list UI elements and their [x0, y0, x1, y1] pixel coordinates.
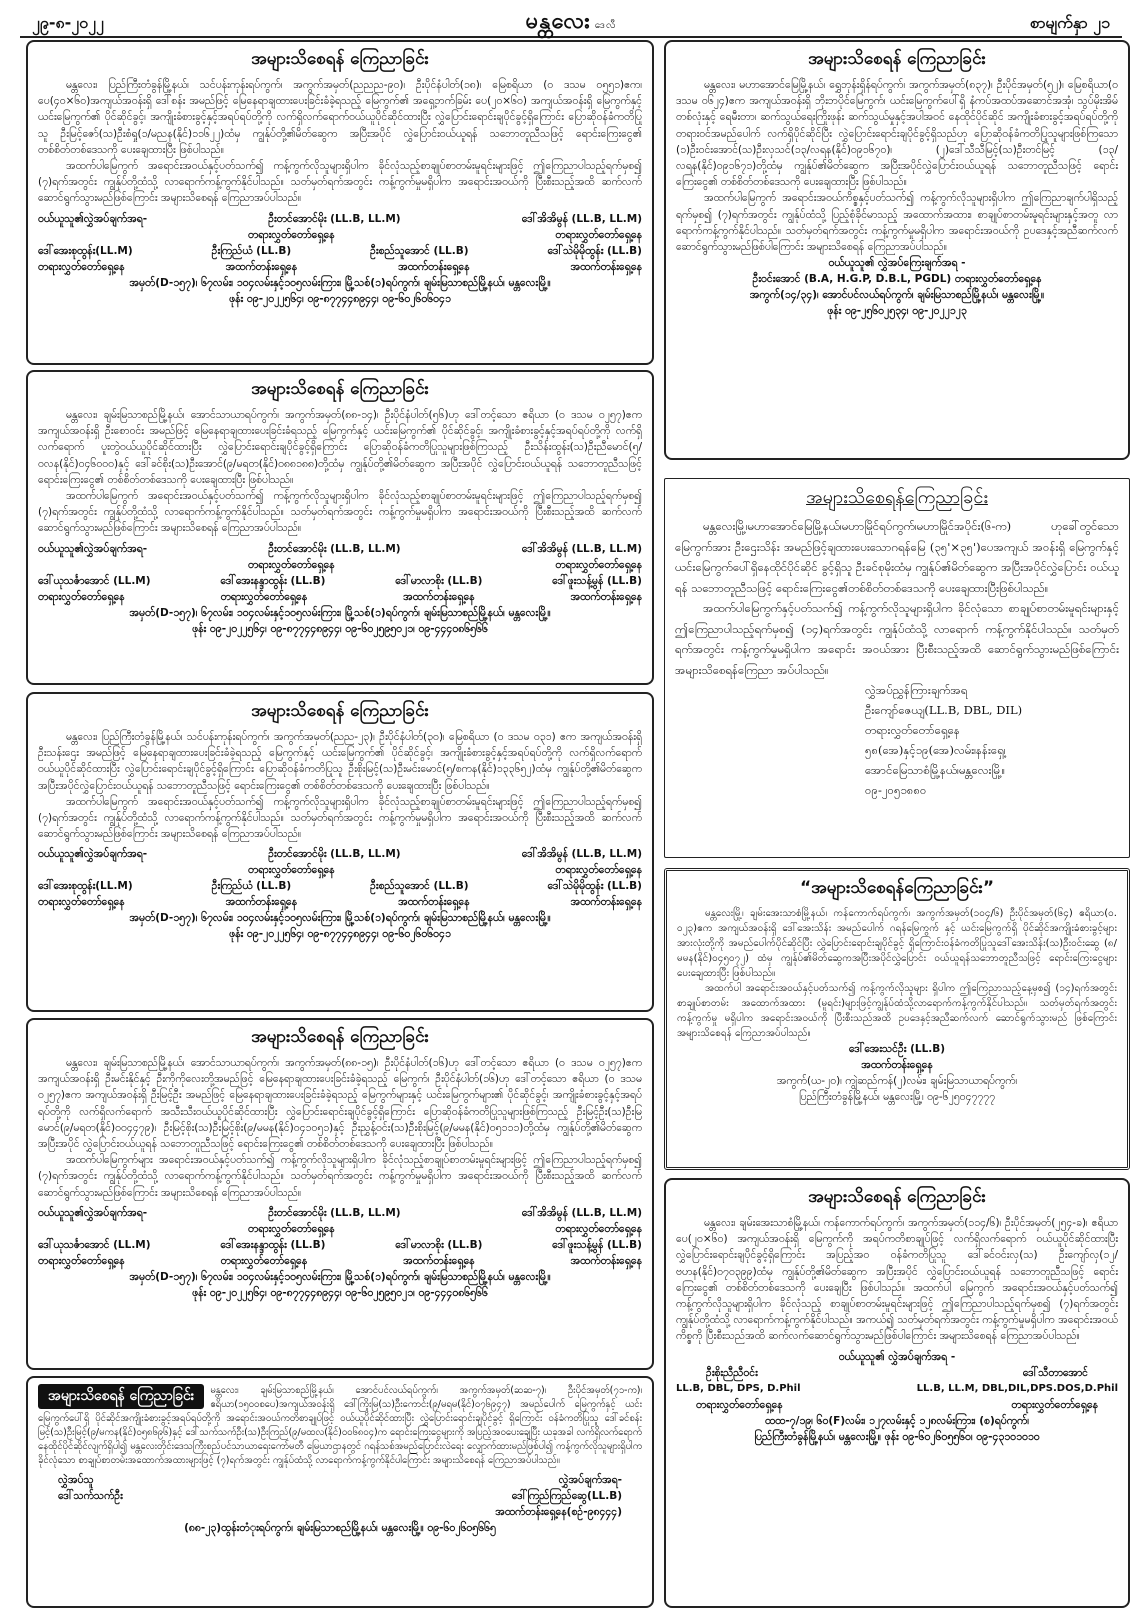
lawyer-titles: တရားလွှတ်တော်ရှေ့နေ တရားလွှတ်တော်ရှေ့နေ: [696, 1398, 1098, 1411]
signature-row: ဝယ်ယူသူ၏လွှဲအပ်ချက်အရ- ဦးတင်အောင်မိုး (LL.B, LL.M) ဒေါ်အိအိမွန် (LL.B, LL.M): [38, 1206, 642, 1219]
notice-paragraph: မန္တလေး၊ ချမ်းအေးသာစံမြို့နယ်၊ ကန်ကောက်ရပ်ကွက်၊ အကွက်အမှတ်(၁၁၄/၆)၊ ဦးပိုင်အမှတ်(၂၅၄-ခ)၊ ဧရိယာ ပေ(၂၀×၆၀) အကျယ်အဝန်းရှိ မြေကွက်ကို အရပ်ကတိစာချုပ်ဖြင့် လက်ရှိလက်ရောက် ဝယ်ယူပိုင်ဆိုင်ထားပြီး လွှဲပြောင်းရောင်းချပိုင်ခွင့်ရှိကြောင်း အပြည့်အဝ ဝန်ခံကတိပြုသူ ဒေါ်ခင်ဝင်းလှ(သ) ဦးကျော်လှ(၁၂/ဗဟန(နိုင်)၀၇၀၃၉၉)ထံမှ ကျွန်ုပ်တို့၏မိတ်ဆွေက အပြီးအပိုင် လွှဲပြောင်းဝယ်ယူရန် သဘောတူညီသဖြင့် ရောင်းကြေးငွေ၏ တစ်စိတ်တစ်ဒေသကို ပေးချေပြီး ဖြစ်ပါသည်။ အထက်ပါ မြေကွက် အရောင်းအဝယ်နှင့်ပတ်သက်၍ ကန့်ကွက်လိုသူများရှိပါက ခိုင်လုံသည့် စာချုပ်စာတမ်းမူရင်းများဖြင့် ဤကြေညာပါသည့်ရက်မှစ၍ (၇)ရက်အတွင်း ကျွန်ုပ်တို့ထံသို့ လာရောက်ကန့်ကွက်နိုင်ပါသည်။ အကယ်၍ သတ်မှတ်ရက်အတွင်း ကန့်ကွက်မှုမရှိပါက အရောင်းအဝယ်ကိစ္စကို ပြီးစီးသည်အထိ ဆက်လက်ဆောင်ရွက်သွားမည်ဖြစ်ပါကြောင်း အများသိစေရန် ကြေညာအပ်ပါသည်။: [676, 1217, 1118, 1343]
notice-paragraph: အထက်ပါမြေကွက်များ အရောင်းအဝယ်နှင့်ပတ်သက်၍ ကန့်ကွက်လိုသူများရှိပါက ခိုင်လုံသည့်စာချုပ်စာတမ်းမူရင်းများဖြင့် ဤကြေညာပါသည့်ရက်မှစ၍ (၇)ရက်အတွင်း ကျွန်ုပ်တို့ထံသို့ လာရောက်ကန့်ကွက်နိုင်ပါသည်။ သတ်မှတ်ရက်အတွင်း ကန့်ကွက်မှုမရှိပါက အရောင်းအဝယ်ကို ပြီးစီးသည့်အထိ ဆက်လက်ဆောင်ရွက်သွားမည်ဖြစ်ကြောင်း အများသိစေရန် ကြေညာအပ်ပါသည်။: [38, 1154, 642, 1199]
notice-title: “အများသိစေရန်ကြေညာခြင်း”: [799, 878, 995, 898]
notice-box-2: အများသိစေရန် ကြေညာခြင်း မန္တလေး၊ ချမ်းမြသာစည်မြို့နယ်၊ အောင်သာယာရပ်ကွက်၊ အကွက်အမှတ်(၈၈-၁၄)၊ ဦးပိုင်နံပါတ်(၅၆)ဟု ဒေါ်တင့်သော ဧရိယာ (၀ ဒသမ ၀၂၅၇)ဧက အကျယ်အဝန်းရှိ ဦးစောဝင်း အမည်ဖြင့် မြေနေရာချထားပေးခြင်းခံရသည့် မြေကွက်နှင့် ယင်းမြေကွက်၏ ပိုင်ဆိုင်ခွင့်၊ အကျိုးခံစားခွင့်နှင့်အရပ်ရပ်တို့ကို လက်ရှိလက်ရောက် ပူးတွဲဝယ်ယူပိုင်ဆိုင်ထားပြီး လွှဲပြောင်းရောင်းချပိုင်ခွင့်ရှိကြောင်း ပြောဆိုဝန်ခံကတိပြုသူများဖြစ်ကြသည့် ဦးသိန်းထွန်း(သ)ဦးညီမောင်(၅/ဝလန(နိုင်)၀၄၆၀၀၀)နှင့် ဒေါ်ခင်စိုး(သ)ဦးအောင်(၉/မရတ(နိုင်)၀၈၈၁၈၈)တို့ထံမှ ကျွန်ုပ်တို့၏မိတ်ဆွေက အပြီးအပိုင် လွှဲပြောင်းဝယ်ယူရန် သဘောတူညီသဖြင့် ရောင်းကြေးငွေ၏ တစ်စိတ်တစ်ဒေသကို ပေးချေထားပြီး ဖြစ်ပါသည်။ အထက်ပါမြေကွက် အရောင်းအဝယ်နှင့်ပတ်သက်၍ ကန့်ကွက်လိုသူများရှိပါက ခိုင်လုံသည့်စာချုပ်စာတမ်းမူရင်းများဖြင့် ဤကြေညာပါသည့်ရက်မှစ၍ (၇)ရက်အတွင်း ကျွန်ုပ်တို့ထံသို့ လာရောက်ကန့်ကွက်နိုင်ပါသည်။ သတ်မှတ်ရက်အတွင်း ကန့်ကွက်မှုမရှိပါက အရောင်းအဝယ်ကို ပြီးစီးသည့်အထိ ဆက်လက်ဆောင်ရွက်သွားမည်ဖြစ်ကြောင်း အများသိစေရန် ကြေညာအပ်ပါသည်။ ဝယ်ယူသူ၏လွှဲအပ်ချက်အရ- ဦးတင်အောင်မိုး (LL.B, LL.M) ဒေါ်အိအိမွန် (LL.B, LL.M) တရားလွှတ်တော်ရှေ့နေ တရားလွှတ်တော်ရှေ့နေ ဒေါ်ယုသင်္ဇာအောင် (LL.M) ဒေါ်အေးနန္ဒာထွန်း (LL.B) ဒေါ်မာလာစိုး (LL.B) ဒေါ်ဖူးသန့်မွန် (LL.B) တရားလွှတ်တော်ရှေ့နေ တရားလွှတ်တော်ရှေ့နေ အထက်တန်းရှေ့နေ အထက်တန်းရှေ့နေ အမှတ်(D-၁၅၇)၊ ၆၇လမ်း၊ ၁၀၄လမ်းနှင့်၁၀၅လမ်းကြား၊ မြို့သစ်(၁)ရပ်ကွက်၊ ချမ်းမြသာစည်မြို့နယ်၊ မန္တလေးမြို့။ ဖုန်း ၀၉-၂၀၂၂၅၆၄၊ ၀၉-၈၇၇၄၄၈၉၄၄၊ ၀၉-၆၀၂၅၉၅၀၂၁၊ ၀၉-၄၄၄၀၈၆၅၆၆: [26, 370, 654, 685]
notice-box-small: အများသိစေရန် ကြေညာခြင်း မန္တလေး၊ ချမ်းမြသာစည်မြို့နယ်၊ အောင်ပင်လယ်ရပ်ကွက်၊ အကွက်အမှတ်(ဆဆ-၇)၊ ဦးပိုင်အမှတ်(၇၁-က)၊ ဧရိယာ(၁၅၀၀စပေ)အကျယ်အဝန်းရှိ ဒေါ်ကြိုးမြ(သ)ဦးကောင်း(၉/မရမ(နိုင်)၀၇၆၉၄၇) အမည်ပေါက် မြေကွက်နှင့် ယင်းမြေကွက်ပေါ်ရှိ ပိုင်ဆိုင်အကျိုးခံစားခွင့်အရပ်ရပ်တို့ကို အရောင်းအဝယ်ကတိစာချုပ်ဖြင့် ဝယ်ယူပိုင်ဆိုင်ထားပြီး လွှဲပြောင်းရောင်းချပိုင်ခွင့် ရှိကြောင်း ဝန်ခံကတိပြုသူ ဒေါ်ခင်စန်းမြင့်(သ)ဦးမြင့်(၉/မကန(နိုင်)၀၅၈၆၉၆)နှင့် ဒေါ်သက်သက်ဦး(သ)ဦးကြည်(၉/မထလ(နိုင်)၀၀၆၈၀၄)က ရောင်းကြေးငွေများကို အပြည့်အဝပေးချေပြီး ယခုအခါ လက်ရှိလက်ရောက် နေထိုင်ပိုင်ဆိုင်လျက်ရှိပါ၍ မန္တလေးတိုင်းဒေသကြီးစည်ပင်သာယာရေးကော်မတီ မြေယာဌာနတွင် ဂရန်သစ်အမည်ပြောင်းလဲရေး လျှောက်ထားမည်ဖြစ်ပါ၍ ကန့်ကွက်လိုသူများရှိပါက ခိုင်လုံသော စာချုပ်စာတမ်းအထောက်အထားများဖြင့် (၇)ရက်အတွင်း ကျွန်ုပ်ထံသို့ လာရောက်ကန့်ကွက်နိုင်ပါကြောင်း အများသိစေရန် ကြေညာအပ်ပါသည်။ လွှဲအပ်သူ လွှဲအပ်ချက်အရ- ဒေါ်သက်သက်ဦး ဒေါ်ကြည်ကြည်ဆွေ(LL.B) အထက်တန်းရှေ့နေ(စဉ်-၉၈၄၄၄) (၈၈-၂၃)ထွန်းတံုးရပ်ကွက်၊ ချမ်းမြသာစည်မြို့နယ်၊ မန္တလေးမြို့။ ၀၉-၆၀၂၆၀၅၆၆၅: [26, 1376, 654, 1608]
lawyer-titles: တရားလွှတ်တော်ရှေ့နေ အထက်တန်းရှေ့နေ အထက်တန်းရှေ့နေ အထက်တန်းရှေ့နေ: [38, 260, 642, 273]
lawyer-name: ဒေါ်အေးသင်ဦး (LL.B): [848, 1043, 946, 1055]
notice-paragraph: အထက်ပါမြေကွက်နှင့်ပတ်သက်၍ ကန့်ကွက်လိုသူများရှိပါက ခိုင်လုံသော စာချုပ်စာတမ်းမူရင်းများနှင့်ဤကြေညာပါသည့်ရက်မှစ၍ (၁၄)ရက်အတွင်း ကျွန်ုပ်ထံသို့ လာရောက် ကန့်ကွက်နိုင်ပါသည်။ သတ်မှတ်ရက်အတွင်း ကန့်ကွက်မှုမရှိပါက အရောင်း အဝယ်အား ပြီးစီးသည့်အထိ ဆောင်ရွက်သွားမည်ဖြစ်ကြောင်း အများသိစေရန်ကြေညာ အပ်ပါသည်။: [675, 601, 1119, 677]
notice-title: အများသိစေရန် ကြေညာခြင်း: [251, 379, 429, 399]
issue-date: ၂၉-၈-၂၀၂၂: [32, 13, 104, 32]
notice-paragraph: အထက်ပါမြေကွက် အရောင်းအဝယ်နှင့်ပတ်သက်၍ ကန့်ကွက်လိုသူများရှိပါက ခိုင်လုံသည့်စာချုပ်စာတမ်းမူရင်းများဖြင့် ဤကြေညာပါသည့်ရက်မှစ၍ (၇)ရက်အတွင်း ကျွန်ုပ်တို့ထံသို့ လာရောက်ကန့်ကွက်နိုင်ပါသည်။ သတ်မှတ်ရက်အတွင်း ကန့်ကွက်မှုမရှိပါက အရောင်းအဝယ်ကို ပြီးစီးသည့်အထိ ဆက်လက်ဆောင်ရွက်သွားမည်ဖြစ်ကြောင်း အများသိစေရန် ကြေညာအပ်ပါသည်။: [38, 160, 642, 205]
notice-title: အများသိစေရန် ကြေညာခြင်း: [808, 49, 986, 69]
signature-row: ဝယ်ယူသူ၏လွှဲအပ်ချက်အရ- ဦးတင်အောင်မိုး (LL.B, LL.M) ဒေါ်အိအိမွန် (LL.B, LL.M): [38, 542, 642, 555]
notice-title: အများသိစေရန်ကြေညာခြင်း: [806, 487, 988, 508]
page-number: စာမျက်နှာ ၂၁: [1029, 13, 1110, 32]
signature-block: လွှဲအပ်ညွှန်ကြားချက်အရ ဦးကျော်ဇေယျ(LL.B, DBL, DIL) တရားလွှတ်တော်ရှေ့နေ ၅၈(အေ)နှင့်၁၉(အေ)လမ်း၊နန်းရှေ့၊ အောင်မြေသာစံမြို့နယ်၊မန္တလေးမြို့။ ၀၉-၂၀၅၁၈၈၀: [865, 683, 1023, 797]
notice-box-right-2: [664, 478, 1130, 858]
signature-label: ဝယ်ယူသူ၏ လွှဲအပ်ချက်အရ -: [838, 1350, 956, 1363]
notice-paragraph: မန္တလေးမြို့၊ ချမ်းအေးသာစံမြို့နယ်၊ ကန်ကောက်ရပ်ကွက်၊ အကွက်အမှတ်(၁၀၄/၆) ဦးပိုင်အမှတ်(၆၄) ဧရိယာ(၀. ၀၂၃)ဧက အကျယ်အဝန်းရှိ ဒေါ်အေးသိန်း အမည်ပေါက် ဂရန်မြေကွက် နှင့် ယင်းမြေကွက်ရှိ ပိုင်ဆိုင်အကျိုးခံစားခွင့်များ အားလုံးတို့ကို အမည်ပေါက်ပိုင်ဆိုင်ပြီး လွှဲပြောင်းရောင်းချပိုင်ခွင့် ရှိကြောင်းဝန်ခံကတိပြုသူဒေါ်အေးသိန်း(သ)ဦးဝင်းဆွေ (၈/မမန(နိုင်)၀၄၅၀၇၂) ထံမှ ကျွန်ုပ်၏မိတ်ဆွေကအပြီးအပိုင်လွှဲပြောင်း ဝယ်ယူရန်သဘောတူညီသဖြင့် ရောင်းကြေးငွေများ ပေးချေထားပြီး ဖြစ်ပါသည်။: [677, 908, 1117, 979]
notice-box-right-1: [664, 40, 1130, 460]
notice-paragraph: အထက်ပါမြေကွက် အရောင်းအဝယ်ကိစ္စနှင့်ပတ်သက်၍ ကန့်ကွက်လိုသူများရှိပါက ဤကြေညာချက်ပါရှိသည့်ရက်မှစ၍ (၇)ရက်အတွင်း ကျွန်ုပ်ထံသို့ ပြည့်စုံခိုင်မာသည့် အထောက်အထား၊ စာချုပ်စာတမ်းမူရင်းများနှင့်အတူ လာရောက်ကန့်ကွက်နိုင်ပါသည်။ သတ်မှတ်ရက်အတွင်း ကန့်ကွက်မှုမရှိပါက အရောင်းအဝယ်ကို ဥပဒေနှင့်အညီဆက်လက်ဆောင်ရွက်သွားမည်ဖြစ်ပါကြောင်း အများသိစေရန် ကြေညာအပ်ပါသည်။: [676, 192, 1118, 254]
phone: ဖုန်း ၀၉-၂၀၂၂၅၆၄၊ ၀၉-၈၇၇၄၄၈၉၄၄၊ ၀၉-၆၀၂၆၀၆၀၄၁: [229, 292, 451, 305]
notice-paragraph: မန္တလေး၊ ချမ်းမြသာစည်မြို့နယ်၊ အောင်သာယာရပ်ကွက်၊ အကွက်အမှတ်(၈၈-၁၄)၊ ဦးပိုင်နံပါတ်(၅၆)ဟု ဒေါ်တင့်သော ဧရိယာ (၀ ဒသမ ၀၂၅၇)ဧက အကျယ်အဝန်းရှိ ဦးစောဝင်း အမည်ဖြင့် မြေနေရာချထားပေးခြင်းခံရသည့် မြေကွက်နှင့် ယင်းမြေကွက်၏ ပိုင်ဆိုင်ခွင့်၊ အကျိုးခံစားခွင့်နှင့်အရပ်ရပ်တို့ကို လက်ရှိလက်ရောက် ပူးတွဲဝယ်ယူပိုင်ဆိုင်ထားပြီး လွှဲပြောင်းရောင်းချပိုင်ခွင့်ရှိကြောင်း ပြောဆိုဝန်ခံကတိပြုသူများဖြစ်ကြသည့် ဦးသိန်းထွန်း(သ)ဦးညီမောင်(၅/ဝလန(နိုင်)၀၄၆၀၀၀)နှင့် ဒေါ်ခင်စိုး(သ)ဦးအောင်(၉/မရတ(နိုင်)၀၈၈၁၈၈)တို့ထံမှ ကျွန်ုပ်တို့၏မိတ်ဆွေက အပြီးအပိုင် လွှဲပြောင်းဝယ်ယူရန် သဘောတူညီသဖြင့် ရောင်းကြေးငွေ၏ တစ်စိတ်တစ်ဒေသကို ပေးချေထားပြီး ဖြစ်ပါသည်။: [38, 409, 642, 486]
notice-box-1: အများသိစေရန် ကြေညာခြင်း မန္တလေး၊ ပြည်ကြီးတံခွန်မြို့နယ်၊ သင်ပန်းကုန်းရပ်ကွက်၊ အကွက်အမှတ်(ညညည-၉၀)၊ ဦးပိုင်နံပါတ်(၁၈)၊ မြေစရိယာ (၀ ဒသမ ၀၅၅၁)ဧက၊ ပေ(၄၀×၆၀)အကျယ်အဝန်းရှိ ဒေါ်စန်း အမည်ဖြင့် မြေနေရာချထားပေးခြင်းခံခဲ့ရသည့် မြေကွက်၏ အရှေ့ဘက်ခြမ်း ပေ(၂၀×၆၀) အကျယ်အဝန်းရှိ မြေကွက်နှင့် ယင်းမြေကွက်၏ ပိုင်ဆိုင်ခွင့်၊ အကျိုးခံစားခွင့်နှင့်အရပ်ရပ်တို့ကို လက်ရှိလက်ရောက်ဝယ်ယူပိုင်ဆိုင်ထားပြီး လွှဲပြောင်းရောင်းချပိုင်ခွင့်ရှိကြောင်း ပြောဆိုဝန်ခံကတိပြုသူ ဦးမြင့်ဇော်(သ)ဦးစံရှု(၁/မညန(နိုင်)၁၁၆၂၂)ထံမှ ကျွန်ုပ်တို့၏မိတ်ဆွေက အပြီးအပိုင် လွှဲပြောင်းဝယ်ယူရန် သဘောတူညီသဖြင့် ရောင်းကြေးငွေ၏ တစ်စိတ်တစ်ဒေသကို ပေးချေထားပြီး ဖြစ်ပါသည်။ အထက်ပါမြေကွက် အရောင်းအဝယ်နှင့်ပတ်သက်၍ ကန့်ကွက်လိုသူများရှိပါက ခိုင်လုံသည့်စာချုပ်စာတမ်းမူရင်းများဖြင့် ဤကြေညာပါသည့်ရက်မှစ၍ (၇)ရက်အတွင်း ကျွန်ုပ်တို့ထံသို့ လာရောက်ကန့်ကွက်နိုင်ပါသည်။ သတ်မှတ်ရက်အတွင်း ကန့်ကွက်မှုမရှိပါက အရောင်းအဝယ်ကို ပြီးစီးသည့်အထိ ဆက်လက်ဆောင်ရွက်သွားမည်ဖြစ်ကြောင်း အများသိစေရန် ကြေညာအပ်ပါသည်။ ဝယ်ယူသူ၏လွှဲအပ်ချက်အရ- ဦးတင်အောင်မိုး (LL.B, LL.M) ဒေါ်အိအိမွန် (LL.B, LL.M) တရားလွှတ်တော်ရှေ့နေ တရားလွှတ်တော်ရှေ့နေ ဒေါ်အေးစုထွန်း(LL.M) ဦးကြည်ယံ (LL.B) ဦးစည်သူအောင် (LL.B) ဒေါ်သဲမိုမိုထွန်း (LL.B) တရားလွှတ်တော်ရှေ့နေ အထက်တန်းရှေ့နေ အထက်တန်းရှေ့နေ အထက်တန်းရှေ့နေ အမှတ်(D-၁၅၇)၊ ၆၇လမ်း၊ ၁၀၄လမ်းနှင့်၁၀၅လမ်းကြား၊ မြို့သစ်(၁)ရပ်ကွက်၊ ချမ်းမြသာစည်မြို့နယ်၊ မန္တလေးမြို့။ ဖုန်း ၀၉-၂၀၂၂၅၆၄၊ ၀၉-၈၇၇၄၄၈၉၄၄၊ ၀၉-၆၀၂၆၀၆၀၄၁: [26, 40, 654, 365]
notice-title: အများသိစေရန် ကြေညာခြင်း: [251, 49, 429, 69]
address: (၈၈-၂၃)ထွန်းတံုးရပ်ကွက်၊ ချမ်းမြသာစည်မြို့နယ်၊ မန္တလေးမြို့။ ၀၉-၆၀၂၆၀၅၆၆၅: [184, 1522, 496, 1534]
page-header: [20, 6, 1122, 38]
notice-title: အများသိစေရန် ကြေညာခြင်း: [251, 701, 429, 721]
address: အကွက်(ယ-၂၀)၊ ကျွဲဆည်ကန်(၂)လမ်း၊ ချမ်းမြသာယာရပ်ကွက်၊: [776, 1075, 1018, 1087]
notice-paragraph: အထက်ပါမြေကွက် အရောင်းအဝယ်နှင့်ပတ်သက်၍ ကန့်ကွက်လိုသူများရှိပါက ခိုင်လုံသည့်စာချုပ်စာတမ်းမူရင်းများဖြင့် ဤကြေညာပါသည့်ရက်မှစ၍ (၇)ရက်အတွင်း ကျွန်ုပ်တို့ထံသို့ လာရောက်ကန့်ကွက်နိုင်ပါသည်။ သတ်မှတ်ရက်အတွင်း ကန့်ကွက်မှုမရှိပါက အရောင်းအဝယ်ကို ပြီးစီးသည့်အထိ ဆက်လက်ဆောင်ရွက်သွားမည်ဖြစ်ကြောင်း အများသိစေရန် ကြေညာအပ်ပါသည်။: [38, 795, 642, 841]
notice-paragraph: အထက်ပါမြေကွက် အရောင်းအဝယ်နှင့်ပတ်သက်၍ ကန့်ကွက်လိုသူများရှိပါက ခိုင်လုံသည့်စာချုပ်စာတမ်းမူရင်းများဖြင့် ဤကြေညာပါသည့်ရက်မှစ၍ (၇)ရက်အတွင်း ကျွန်ုပ်တို့ထံသို့ လာရောက်ကန့်ကွက်နိုင်ပါသည်။ သတ်မှတ်ရက်အတွင်း ကန့်ကွက်မှုမရှိပါက အရောင်းအဝယ်ကို ပြီးစီးသည့်အထိ ဆက်လက်ဆောင်ရွက်သွားမည်ဖြစ်ကြောင်း အများသိစေရန် ကြေညာအပ်ပါသည်။: [38, 490, 642, 535]
lawyer-names: ဒေါ်အေးစုထွန်း(LL.M) ဦးကြည်ယံ (LL.B) ဦးစည်သူအောင် (LL.B) ဒေါ်သဲမိုမိုထွန်း (LL.B): [38, 880, 642, 893]
address: ထထ-၇/၁၉၊ ၆၀(F)လမ်း၊ ၁၂၇လမ်းနှင့် ၁၂၈လမ်းကြား၊ (စ)ရပ်ကွက်၊: [765, 1414, 1029, 1427]
notice-paragraph: မန္တလေး၊ ချမ်းမြသာစည်မြို့နယ်၊ အောင်ပင်လယ်ရပ်ကွက်၊ အကွက်အမှတ်(ဆဆ-၇)၊ ဦးပိုင်အမှတ်(၇၁-က)၊ ဧရိယာ(၁၅၀၀စပေ)အကျယ်အဝန်းရှိ ဒေါ်ကြိုးမြ(သ)ဦးကောင်း(၉/မရမ(နိုင်)၀၇၆၉၄၇) အမည်ပေါက် မြေကွက်နှင့် ယင်းမြေကွက်ပေါ်ရှိ ပိုင်ဆိုင်အကျိုးခံစားခွင့်အရပ်ရပ်တို့ကို အရောင်းအဝယ်ကတိစာချုပ်ဖြင့် ဝယ်ယူပိုင်ဆိုင်ထားပြီး လွှဲပြောင်းရောင်းချပိုင်ခွင့် ရှိကြောင်း ဝန်ခံကတိပြုသူ ဒေါ်ခင်စန်းမြင့်(သ)ဦးမြင့်(၉/မကန(နိုင်)၀၅၈၆၉၆)နှင့် ဒေါ်သက်သက်ဦး(သ)ဦးကြည်(၉/မထလ(နိုင်)၀၀၆၈၀၄)က ရောင်းကြေးငွေများကို အပြည့်အဝပေးချေပြီး ယခုအခါ လက်ရှိလက်ရောက် နေထိုင်ပိုင်ဆိုင်လျက်ရှိပါ၍ မန္တလေးတိုင်းဒေသကြီးစည်ပင်သာယာရေးကော်မတီ မြေယာဌာနတွင် ဂရန်သစ်အမည်ပြောင်းလဲရေး လျှောက်ထားမည်ဖြစ်ပါ၍ ကန့်ကွက်လိုသူများရှိပါက ခိုင်လုံသော စာချုပ်စာတမ်းအထောက်အထားများဖြင့် (၇)ရက်အတွင်း ကျွန်ုပ်ထံသို့ လာရောက်ကန့်ကွက်နိုင်ပါကြောင်း အများသိစေရန် ကြေညာအပ်ပါသည်။: [38, 1385, 642, 1466]
notice-paragraph: မန္တလေးမြို့၊မဟာအောင်မြေမြို့နယ်၊မဟာမြိုင်ရပ်ကွက်၊မဟာမြိုင်အပိုင်း(၆-က) ဟုခေါ်တွင်သောမြေကွက်အား ဦးဌေးသိန်း အမည်ဖြင့်ချထားပေးသောဂရန်မြေ (၃၅'×၃၅')ပေအကျယ် အဝန်းရှိ မြေကွက်နှင့်ယင်းမြေကွက်ပေါ်ရှိနေထိုင်ပိုင်ဆိုင် ခွင့်ရှိသူ ဦးခင်စုမိုးထံမှ ကျွန်ုပ်၏မိတ်ဆွေက အပြီးအပိုင်လွှဲပြောင်း ဝယ်ယူရန် သဘောတူညီသဖြင့် ရောင်းကြေးငွေ၏တစ်စိတ်တစ်ဒေသကို ပေးချေထားပြီးဖြစ်ပါသည်။: [675, 519, 1119, 595]
lawyer-names: ဒေါ်ယုသင်္ဇာအောင် (LL.M) ဒေါ်အေးနန္ဒာထွန်း (LL.B) ဒေါ်မာလာစိုး (LL.B) ဒေါ်ဖူးသန့်မွန် (LL.B): [38, 1238, 642, 1251]
lawyer-titles: တရားလွှတ်တော်ရှေ့နေ အထက်တန်းရှေ့နေ အထက်တန်းရှေ့နေ အထက်တန်းရှေ့နေ: [38, 896, 642, 909]
notice-box-4: အများသိစေရန် ကြေညာခြင်း မန္တလေး၊ ချမ်းမြသာစည်မြို့နယ်၊ အောင်သာယာရပ်ကွက်၊ အကွက်အမှတ်(၈၈-၁၅)၊ ဦးပိုင်နံပါတ်(၁၆)ဟု ဒေါ်တင့်သော ဧရိယာ (၀ ဒသမ ၀၂၅၇)ဧက အကျယ်အဝန်းရှိ ဦးမင်းနိုင်နှင့် ဦးကိုကိုလေးတို့အမည်ဖြင့် မြေနေရာချထားပေးခြင်းခံခဲ့ရသည့် မြေကွက်၊ ဦးပိုင်နံပါတ်(၁၆)ဟု ဒေါ်တင့်သော ဧရိယာ (၀ ဒသမ ၀၂၅၇)ဧက အကျယ်အဝန်းရှိ ဦးမြင့်ဦး အမည်ဖြင့် မြေနေရာချထားပေးခြင်းခံခဲ့ရသည့် မြေကွက်များနှင့် ယင်းမြေကွက်များ၏ ပိုင်ဆိုင်ခွင့်၊ အကျိုးခံစားခွင့်နှင့်အရပ်ရပ်တို့ကို လက်ရှိလက်ရောက် အသီးသီးဝယ်ယူပိုင်ဆိုင်ထားပြီး လွှဲပြောင်းရောင်းချပိုင်ခွင့်ရှိကြောင်း ပြောဆိုဝန်ခံကတိပြုသူများဖြစ်ကြသည့် ဦးမြင့်ဦး(သ)ဦးမြမောင်(၉/မရတ(နိုင်)၀၀၄၄၇၉)၊ ဦးမြင့်စိုး(သ)ဦးမြင့်စိုး(၉/မမန(နိုင်)၀၄၁၀၅၁)နှင့် ဦးညွှန့်ဝင်း(သ)ဦးစိုးမြင့်(၉/မမန(နိုင်)၀၅၁၁၁)တို့ထံမှ ကျွန်ုပ်တို့၏မိတ်ဆွေက အပြီးအပိုင် လွှဲပြောင်းဝယ်ယူရန် သဘောတူညီသဖြင့် ရောင်းကြေးငွေ၏ တစ်စိတ်တစ်ဒေသကို ပေးချေထားပြီး ဖြစ်ပါသည်။ အထက်ပါမြေကွက်များ အရောင်းအဝယ်နှင့်ပတ်သက်၍ ကန့်ကွက်လိုသူများရှိပါက ခိုင်လုံသည့်စာချုပ်စာတမ်းမူရင်းများဖြင့် ဤကြေညာပါသည့်ရက်မှစ၍ (၇)ရက်အတွင်း ကျွန်ုပ်တို့ထံသို့ လာရောက်ကန့်ကွက်နိုင်ပါသည်။ သတ်မှတ်ရက်အတွင်း ကန့်ကွက်မှုမရှိပါက အရောင်းအဝယ်ကို ပြီးစီးသည့်အထိ ဆက်လက်ဆောင်ရွက်သွားမည်ဖြစ်ကြောင်း အများသိစေရန် ကြေညာအပ်ပါသည်။ ဝယ်ယူသူ၏လွှဲအပ်ချက်အရ- ဦးတင်အောင်မိုး (LL.B, LL.M) ဒေါ်အိအိမွန် (LL.B, LL.M) တရားလွှတ်တော်ရှေ့နေ တရားလွှတ်တော်ရှေ့နေ ဒေါ်ယုသင်္ဇာအောင် (LL.M) ဒေါ်အေးနန္ဒာထွန်း (LL.B) ဒေါ်မာလာစိုး (LL.B) ဒေါ်ဖူးသန့်မွန် (LL.B) တရားလွှတ်တော်ရှေ့နေ တရားလွှတ်တော်ရှေ့နေ အထက်တန်းရှေ့နေ အထက်တန်းရှေ့နေ အမှတ်(D-၁၅၇)၊ ၆၇လမ်း၊ ၁၀၄လမ်းနှင့်၁၀၅လမ်းကြား၊ မြို့သစ်(၁)ရပ်ကွက်၊ ချမ်းမြသာစည်မြို့နယ်၊ မန္တလေးမြို့။ ဖုန်း ၀၉-၂၀၂၂၅၆၄၊ ၀၉-၈၇၇၄၄၈၉၄၄၊ ၀၉-၆၀၂၅၉၅၀၂၁၊ ၀၉-၄၄၄၀၈၆၅၆၆: [26, 1018, 654, 1370]
notice-title: အများသိစေရန် ကြေညာခြင်း: [251, 1027, 429, 1047]
lawyer-names: ဒေါ်ယုသင်္ဇာအောင် (LL.M) ဒေါ်အေးနန္ဒာထွန်း (LL.B) ဒေါ်မာလာစိုး (LL.B) ဒေါ်ဖူးသန့်မွန် (LL.B): [38, 574, 642, 587]
lawyer-titles: တရားလွှတ်တော်ရှေ့နေ တရားလွှတ်တော်ရှေ့နေ အထက်တန်းရှေ့နေ အထက်တန်းရှေ့နေ: [38, 1254, 642, 1267]
signature-row: ဝယ်ယူသူ၏လွှဲအပ်ချက်အရ- ဦးတင်အောင်မိုး (LL.B, LL.M) ဒေါ်အိအိမွန် (LL.B, LL.M): [38, 212, 642, 225]
phone: ဖုန်း ၀၉-၂၀၂၂၅၆၄၊ ၀၉-၈၇၇၄၄၈၉၄၄၊ ၀၉-၆၀၂၅၉၅၀၂၁၊ ၀၉-၄၄၄၀၈၆၅၆၆: [192, 1286, 488, 1299]
notice-paragraph: မန္တလေး၊ ပြည်ကြီးတံခွန်မြို့နယ်၊ သင်ပန်းကုန်းရပ်ကွက်၊ အကွက်အမှတ်(ညညည-၉၀)၊ ဦးပိုင်နံပါတ်(၁၈)၊ မြေစရိယာ (၀ ဒသမ ၀၅၅၁)ဧက၊ ပေ(၄၀×၆၀)အကျယ်အဝန်းရှိ ဒေါ်စန်း အမည်ဖြင့် မြေနေရာချထားပေးခြင်းခံခဲ့ရသည့် မြေကွက်၏ အရှေ့ဘက်ခြမ်း ပေ(၂၀×၆၀) အကျယ်အဝန်းရှိ မြေကွက်နှင့် ယင်းမြေကွက်၏ ပိုင်ဆိုင်ခွင့်၊ အကျိုးခံစားခွင့်နှင့်အရပ်ရပ်တို့ကို လက်ရှိလက်ရောက်ဝယ်ယူပိုင်ဆိုင်ထားပြီး လွှဲပြောင်းရောင်းချပိုင်ခွင့်ရှိကြောင်း ပြောဆိုဝန်ခံကတိပြုသူ ဦးမြင့်ဇော်(သ)ဦးစံရှု(၁/မညန(နိုင်)၁၁၆၂၂)ထံမှ ကျွန်ုပ်တို့၏မိတ်ဆွေက အပြီးအပိုင် လွှဲပြောင်းဝယ်ယူရန် သဘောတူညီသဖြင့် ရောင်းကြေးငွေ၏ တစ်စိတ်တစ်ဒေသကို ပေးချေထားပြီး ဖြစ်ပါသည်။: [38, 79, 642, 156]
lawyer-name: ဦးဝင်းအောင် (B.A, H.G.P, D.B.L, PGDL) တရားလွှတ်တော်ရှေ့နေ: [752, 273, 1042, 286]
lawyer-names: ဦးစိုးညီညီဝင်း ဒေါ်သီတာအောင်: [706, 1366, 1088, 1379]
signature-row: လွှဲအပ်သူ လွှဲအပ်ချက်အရ-: [58, 1474, 622, 1486]
lawyer-degrees: LL.B, DBL, DPS, D.Phil LL.B, LL.M, DBL,DIL,DPS.DOS,D.Phil: [676, 1382, 1118, 1394]
lawyer-names: ဒေါ်အေးစုထွန်း(LL.M) ဦးကြည်ယံ (LL.B) ဦးစည်သူအောင် (LL.B) ဒေါ်သဲမိုမိုထွန်း (LL.B): [38, 244, 642, 257]
signature-row: ဝယ်ယူသူ၏လွှဲအပ်ချက်အရ- ဦးတင်အောင်မိုး (LL.B, LL.M) ဒေါ်အိအိမွန် (LL.B, LL.M): [38, 848, 642, 861]
notice-box-right-3: “အများသိစေရန်ကြေညာခြင်း” မန္တလေးမြို့၊ ချမ်းအေးသာစံမြို့နယ်၊ ကန်ကောက်ရပ်ကွက်၊ အကွက်အမှတ်(၁၀၄/၆) ဦးပိုင်အမှတ်(၆၄) ဧရိယာ(၀. ၀၂၃)ဧက အကျယ်အဝန်းရှိ ဒေါ်အေးသိန်း အမည်ပေါက် ဂရန်မြေကွက် နှင့် ယင်းမြေကွက်ရှိ ပိုင်ဆိုင်အကျိုးခံစားခွင့်များ အားလုံးတို့ကို အမည်ပေါက်ပိုင်ဆိုင်ပြီး လွှဲပြောင်းရောင်းချပိုင်ခွင့် ရှိကြောင်းဝန်ခံကတိပြုသူဒေါ်အေးသိန်း(သ)ဦးဝင်းဆွေ (၈/မမန(နိုင်)၀၄၅၀၇၂) ထံမှ ကျွန်ုပ်၏မိတ်ဆွေကအပြီးအပိုင်လွှဲပြောင်း ဝယ်ယူရန်သဘောတူညီသဖြင့် ရောင်းကြေးငွေများ ပေးချေထားပြီး ဖြစ်ပါသည်။ အထက်ပါ အရောင်းအဝယ်နှင့်ပတ်သက်၍ ကန့်ကွက်လိုသူများ ရှိပါက ဤကြေညာသည့်နေ့မှစ၍ (၁၄)ရက်အတွင်း စာချုပ်စာတမ်း အထောက်အထား (မူရင်း)များဖြင့်ကျွန်ုပ်ထံသို့လာရောက်ကန့်ကွက်နိုင်ပါသည်။ သတ်မှတ်ရက်အတွင်း ကန့်ကွက်မှု မရှိပါက အရောင်းအဝယ်ကို ပြီးစီးသည်အထိ ဥပဒေနှင့်အညီဆက်လက် ဆောင်ရွက်သွားမည် ဖြစ်ကြောင်း အများသိစေရန် ကြေညာအပ်ပါသည်။ ဒေါ်အေးသင်ဦး (LL.B) အထက်တန်းရှေ့နေ အကွက်(ယ-၂၀)၊ ကျွဲဆည်ကန်(၂)လမ်း၊ ချမ်းမြသာယာရပ်ကွက်၊ ပြည်ကြီးတံခွန်မြို့နယ်၊ မန္တလေးမြို့၊ ၀၉-၆၂၅၀၄၇၇၇၇: [664, 868, 1130, 1170]
lawyer-titles: တရားလွှတ်တော်ရှေ့နေ တရားလွှတ်တော်ရှေ့နေ အထက်တန်းရှေ့နေ အထက်တန်းရှေ့နေ: [38, 590, 642, 603]
address-line-2: ပြည်ကြီးတံခွန်မြို့နယ်၊ မန္တလေးမြို့၊ ၀၉-၆၂၅၀၄၇၇၇၇: [798, 1091, 996, 1103]
notice-paragraph: အထက်ပါ အရောင်းအဝယ်နှင့်ပတ်သက်၍ ကန့်ကွက်လိုသူများ ရှိပါက ဤကြေညာသည့်နေ့မှစ၍ (၁၄)ရက်အတွင်း စာချုပ်စာတမ်း အထောက်အထား (မူရင်း)များဖြင့်ကျွန်ုပ်ထံသို့လာရောက်ကန့်ကွက်နိုင်ပါသည်။ သတ်မှတ်ရက်အတွင်း ကန့်ကွက်မှု မရှိပါက အရောင်းအဝယ်ကို ပြီးစီးသည်အထိ ဥပဒေနှင့်အညီဆက်လက် ဆောင်ရွက်သွားမည် ဖြစ်ကြောင်း အများသိစေရန် ကြေညာအပ်ပါသည်။: [677, 983, 1117, 1039]
address-line-2: ပြည်ကြီးတံခွန်မြို့နယ်၊ မန္တလေးမြို့။ ဖုန်း ၀၉-၆၀၂၆၀၅၅၆၀၊ ၀၉-၄၃၁၀၁၀၁၀: [754, 1430, 1040, 1443]
address: အမှတ်(D-၁၅၇)၊ ၆၇လမ်း၊ ၁၀၄လမ်းနှင့်၁၀၅လမ်းကြား၊ မြို့သစ်(၁)ရပ်ကွက်၊ ချမ်းမြသာစည်မြို့နယ်၊ မန္တလေးမြို့။: [129, 1270, 551, 1283]
phone: ဖုန်း ၀၉-၂၅၆၀၂၅၃၄၊ ၀၉-၂၀၂၂၁၂၃: [827, 305, 967, 318]
address: အမှတ်(D-၁၅၇)၊ ၆၇လမ်း၊ ၁၀၄လမ်းနှင့်၁၀၅လမ်းကြား၊ မြို့သစ်(၁)ရပ်ကွက်၊ ချမ်းမြသာစည်မြို့နယ်၊ မန္တလေးမြို့။: [129, 276, 551, 289]
notice-box-right-4: [664, 1178, 1130, 1608]
notice-paragraph: မန္တလေး၊ ပြည်ကြီးတံခွန်မြို့နယ်၊ သင်ပန်းကုန်းရပ်ကွက်၊ အကွက်အမှတ်(ညည-၂၃)၊ ဦးပိုင်နံပါတ်(၃၀)၊ မြေစရိယာ (၀ ဒသမ ၀၃၁) ဧက အကျယ်အဝန်းရှိ ဦးသန်းဌေး အမည်ဖြင့် မြေနေရာချထားပေးခြင်းခံခဲ့ရသည့် မြေကွက်နှင့် ယင်းမြေကွက်၏ ပိုင်ဆိုင်ခွင့်၊ အကျိုးခံစားခွင့်နှင့်အရပ်ရပ်တို့ကို လက်ရှိလက်ရောက် ဝယ်ယူပိုင်ဆိုင်ထားပြီး လွှဲပြောင်းရောင်းချပိုင်ခွင့်ရှိကြောင်း ပြောဆိုဝန်ခံကတိပြုသူ ဦးစိုးမြင့်(သ)ဦးမင်းမောင်(၅/စကန(နိုင်)၁၃၃၆၅၂)ထံမှ ကျွန်ုပ်တို့၏မိတ်ဆွေက အပြီးအပိုင်လွှဲပြောင်းဝယ်ယူရန် သဘောတူညီသဖြင့် ရောင်းကြေးငွေ၏ တစ်စိတ်တစ်ဒေသကို ပေးချေထားပြီး ဖြစ်ပါသည်။: [38, 731, 642, 792]
notice-box-3: အများသိစေရန် ကြေညာခြင်း မန္တလေး၊ ပြည်ကြီးတံခွန်မြို့နယ်၊ သင်ပန်းကုန်းရပ်ကွက်၊ အကွက်အမှတ်(ညည-၂၃)၊ ဦးပိုင်နံပါတ်(၃၀)၊ မြေစရိယာ (၀ ဒသမ ၀၃၁) ဧက အကျယ်အဝန်းရှိ ဦးသန်းဌေး အမည်ဖြင့် မြေနေရာချထားပေးခြင်းခံခဲ့ရသည့် မြေကွက်နှင့် ယင်းမြေကွက်၏ ပိုင်ဆိုင်ခွင့်၊ အကျိုးခံစားခွင့်နှင့်အရပ်ရပ်တို့ကို လက်ရှိလက်ရောက် ဝယ်ယူပိုင်ဆိုင်ထားပြီး လွှဲပြောင်းရောင်းချပိုင်ခွင့်ရှိကြောင်း ပြောဆိုဝန်ခံကတိပြုသူ ဦးစိုးမြင့်(သ)ဦးမင်းမောင်(၅/စကန(နိုင်)၁၃၃၆၅၂)ထံမှ ကျွန်ုပ်တို့၏မိတ်ဆွေက အပြီးအပိုင်လွှဲပြောင်းဝယ်ယူရန် သဘောတူညီသဖြင့် ရောင်းကြေးငွေ၏ တစ်စိတ်တစ်ဒေသကို ပေးချေထားပြီး ဖြစ်ပါသည်။ အထက်ပါမြေကွက် အရောင်းအဝယ်နှင့်ပတ်သက်၍ ကန့်ကွက်လိုသူများရှိပါက ခိုင်လုံသည့်စာချုပ်စာတမ်းမူရင်းများဖြင့် ဤကြေညာပါသည့်ရက်မှစ၍ (၇)ရက်အတွင်း ကျွန်ုပ်တို့ထံသို့ လာရောက်ကန့်ကွက်နိုင်ပါသည်။ သတ်မှတ်ရက်အတွင်း ကန့်ကွက်မှုမရှိပါက အရောင်းအဝယ်ကို ပြီးစီးသည့်အထိ ဆက်လက်ဆောင်ရွက်သွားမည်ဖြစ်ကြောင်း အများသိစေရန် ကြေညာအပ်ပါသည်။ ဝယ်ယူသူ၏လွှဲအပ်ချက်အရ- ဦးတင်အောင်မိုး (LL.B, LL.M) ဒေါ်အိအိမွန် (LL.B, LL.M) တရားလွှတ်တော်ရှေ့နေ တရားလွှတ်တော်ရှေ့နေ ဒေါ်အေးစုထွန်း(LL.M) ဦးကြည်ယံ (LL.B) ဦးစည်သူအောင် (LL.B) ဒေါ်သဲမိုမိုထွန်း (LL.B) တရားလွှတ်တော်ရှေ့နေ အထက်တန်းရှေ့နေ အထက်တန်းရှေ့နေ အထက်တန်းရှေ့နေ အမှတ်(D-၁၅၇)၊ ၆၇လမ်း၊ ၁၀၄လမ်းနှင့်၁၀၅လမ်းကြား၊ မြို့သစ်(၁)ရပ်ကွက်၊ ချမ်းမြသာစည်မြို့နယ်၊ မန္တလေးမြို့။ ဖုန်း ၀၉-၂၀၂၂၅၆၄၊ ၀၉-၈၇၇၄၄၈၉၄၄၊ ၀၉-၆၀၂၆၀၆၀၄၁: [26, 692, 654, 1012]
phone: ဖုန်း ၀၉-၂၀၂၂၅၆၄၊ ၀၉-၈၇၇၄၄၈၉၄၄၊ ၀၉-၆၀၂၅၉၅၀၂၁၊ ၀၉-၄၄၄၀၈၆၅၆၆: [192, 622, 488, 635]
masthead-logo: မန္တလေး ဒေလီ: [525, 8, 617, 34]
address: အမှတ်(D-၁၅၇)၊ ၆၇လမ်း၊ ၁၀၄လမ်းနှင့်၁၀၅လမ်းကြား၊ မြို့သစ်(၁)ရပ်ကွက်၊ ချမ်းမြသာစည်မြို့နယ်၊ မန္တလေးမြို့။: [129, 606, 551, 619]
notice-paragraph: မန္တလေး၊ မဟာအောင်မြေမြို့နယ်၊ ရွှေဘုန်းရှိန်ရပ်ကွက်၊ အကွက်အမှတ်(၈၃၇)၊ ဦးပိုင်အမှတ်(၅၂)၊ မြေစရိယာ(၀ ဒသမ ၀၆၂၄)ဧက အကျယ်အဝန်းရှိ ဘိုးဘပိုင်မြေကွက်၊ ယင်းမြေကွက်ပေါ်ရှိ နံကပ်အထပ်အဆောင်အအုံ၊ သွပ်မိုးအိမ်တစ်လုံးနှင့် ရေမီးတာ၊ ဆက်သွယ်ရေးကြိုးဖုန်း ဆက်သွယ်မှုနှင့်အပါအဝင် နေထိုင်ပိုင်ဆိုင် အကျိုးခံစားခွင့်အရပ်ရပ်တို့ကို တရားဝင်အမည်ပေါက် လက်ရှိပိုင်ဆိုင်ပြီး လွှဲပြောင်းရောင်းချပိုင်ခွင့်ရှိသည်ဟု ပြောဆိုဝန်ခံကတိပြုသူများဖြစ်ကြသော (၁)ဦးဝင်းအောင်(သ)ဦးလှသင်(၁၃/လရန(နိုင်)၀၉၁၆၇၀)၊ (၂)ဒေါ်သီသီမြင့်(သ)ဦးတင်မြင့် (၁၃/လရန(နိုင်)၀၉၁၆၇၁)တို့ထံမှ ကျွန်ုပ်၏မိတ်ဆွေက အပြီးအပိုင်လွှဲပြောင်းဝယ်ယူရန် သဘောတူညီသဖြင့် ရောင်းကြေးငွေ၏ တစ်စိတ်တစ်ဒေသကို ပေးချေထားပြီး ဖြစ်ပါသည်။: [676, 79, 1118, 189]
notice-title: အများသိစေရန် ကြေညာခြင်း: [38, 1384, 204, 1409]
address: အကွက်(၁၄/၃၄)၊ အောင်ပင်လယ်ရပ်ကွက်၊ ချမ်းမြသာစည်မြို့နယ်၊ မန္တလေးမြို့။: [749, 289, 1045, 302]
phone: ဖုန်း ၀၉-၂၀၂၂၅၆၄၊ ၀၉-၈၇၇၄၄၈၉၄၄၊ ၀၉-၆၀၂၆၀၆၀၄၁: [229, 928, 451, 941]
notice-title: အများသိစေရန် ကြေညာခြင်း: [808, 1187, 986, 1207]
notice-paragraph: မန္တလေး၊ ချမ်းမြသာစည်မြို့နယ်၊ အောင်သာယာရပ်ကွက်၊ အကွက်အမှတ်(၈၈-၁၅)၊ ဦးပိုင်နံပါတ်(၁၆)ဟု ဒေါ်တင့်သော ဧရိယာ (၀ ဒသမ ၀၂၅၇)ဧက အကျယ်အဝန်းရှိ ဦးမင်းနိုင်နှင့် ဦးကိုကိုလေးတို့အမည်ဖြင့် မြေနေရာချထားပေးခြင်းခံခဲ့ရသည့် မြေကွက်၊ ဦးပိုင်နံပါတ်(၁၆)ဟု ဒေါ်တင့်သော ဧရိယာ (၀ ဒသမ ၀၂၅၇)ဧက အကျယ်အဝန်းရှိ ဦးမြင့်ဦး အမည်ဖြင့် မြေနေရာချထားပေးခြင်းခံခဲ့ရသည့် မြေကွက်များနှင့် ယင်းမြေကွက်များ၏ ပိုင်ဆိုင်ခွင့်၊ အကျိုးခံစားခွင့်နှင့်အရပ်ရပ်တို့ကို လက်ရှိလက်ရောက် အသီးသီးဝယ်ယူပိုင်ဆိုင်ထားပြီး လွှဲပြောင်းရောင်းချပိုင်ခွင့်ရှိကြောင်း ပြောဆိုဝန်ခံကတိပြုသူများဖြစ်ကြသည့် ဦးမြင့်ဦး(သ)ဦးမြမောင်(၉/မရတ(နိုင်)၀၀၄၄၇၉)၊ ဦးမြင့်စိုး(သ)ဦးမြင့်စိုး(၉/မမန(နိုင်)၀၄၁၀၅၁)နှင့် ဦးညွှန့်ဝင်း(သ)ဦးစိုးမြင့်(၉/မမန(နိုင်)၀၅၁၁၁)တို့ထံမှ ကျွန်ုပ်တို့၏မိတ်ဆွေက အပြီးအပိုင် လွှဲပြောင်းဝယ်ယူရန် သဘောတူညီသဖြင့် ရောင်းကြေးငွေ၏ တစ်စိတ်တစ်ဒေသကို ပေးချေထားပြီး ဖြစ်ပါသည်။: [38, 1057, 642, 1151]
signature-label: ဝယ်ယူသူ၏ လွှဲအပ်ကြေးချက်အရ -: [828, 257, 966, 270]
address: အမှတ်(D-၁၅၇)၊ ၆၇လမ်း၊ ၁၀၄လမ်းနှင့်၁၀၅လမ်းကြား၊ မြို့သစ်(၁)ရပ်ကွက်၊ ချမ်းမြသာစည်မြို့နယ်၊ မန္တလေးမြို့။: [129, 912, 551, 925]
